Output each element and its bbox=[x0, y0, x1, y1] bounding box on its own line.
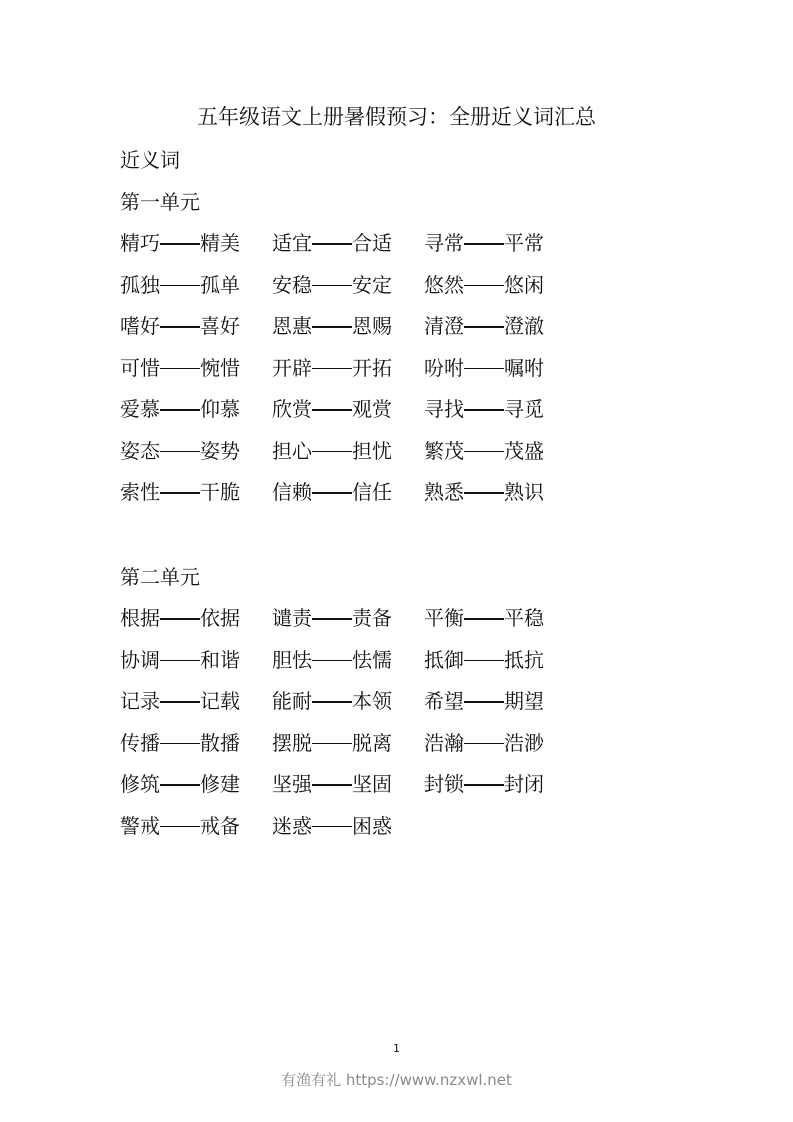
synonym-pair bbox=[272, 646, 424, 674]
dash-separator bbox=[160, 285, 200, 287]
synonym-pair bbox=[424, 604, 576, 632]
synonym-word: 戒备 bbox=[200, 813, 240, 838]
synonym-word: 悠闲 bbox=[504, 272, 544, 297]
dash-separator bbox=[160, 492, 200, 494]
dash-separator bbox=[312, 451, 352, 453]
synonym-word: 仰慕 bbox=[200, 397, 240, 421]
synonym-word: 惋惜 bbox=[200, 355, 240, 380]
dash-separator bbox=[312, 701, 352, 703]
dash-separator bbox=[464, 409, 504, 411]
dash-separator bbox=[312, 743, 352, 745]
dash-separator bbox=[312, 492, 352, 494]
synonym-word: 担忧 bbox=[352, 438, 392, 463]
synonym-word: 浩渺 bbox=[504, 730, 544, 755]
synonym-row bbox=[120, 437, 576, 479]
synonym-word: 开拓 bbox=[352, 355, 392, 380]
word: 安稳 bbox=[272, 272, 312, 297]
synonym-pair bbox=[424, 729, 576, 757]
word: 谴责 bbox=[272, 606, 312, 630]
word: 爱慕 bbox=[120, 397, 160, 421]
dash-separator bbox=[160, 451, 200, 453]
synonym-list bbox=[120, 604, 576, 853]
synonym-word: 喜好 bbox=[200, 314, 240, 338]
synonym-list bbox=[120, 229, 576, 520]
synonym-row bbox=[120, 229, 576, 271]
word: 清澄 bbox=[424, 314, 464, 338]
dash-separator bbox=[464, 492, 504, 494]
synonym-row bbox=[120, 729, 576, 771]
synonym-row bbox=[120, 604, 576, 646]
synonym-word: 平稳 bbox=[504, 606, 544, 630]
synonym-pair bbox=[120, 604, 272, 632]
synonym-pair bbox=[120, 395, 272, 423]
synonym-word: 责备 bbox=[352, 606, 392, 630]
dash-separator bbox=[160, 326, 200, 328]
synonym-pair bbox=[424, 770, 576, 798]
synonym-pair bbox=[272, 312, 424, 340]
dash-separator bbox=[312, 243, 352, 245]
word: 迷惑 bbox=[272, 813, 312, 838]
synonym-row bbox=[120, 271, 576, 313]
synonym-word: 安定 bbox=[352, 272, 392, 297]
word: 担心 bbox=[272, 438, 312, 463]
page-title: 五年级语文上册暑假预习：全册近义词汇总 bbox=[197, 105, 596, 129]
dash-separator bbox=[160, 368, 200, 370]
synonym-word: 怯懦 bbox=[352, 647, 392, 672]
synonym-word: 抵抗 bbox=[504, 647, 544, 672]
dash-separator bbox=[464, 784, 504, 786]
synonym-row bbox=[120, 770, 576, 812]
synonym-pair bbox=[120, 812, 272, 840]
word: 精巧 bbox=[120, 231, 160, 255]
synonym-word: 修建 bbox=[200, 772, 240, 796]
unit-1 bbox=[120, 188, 576, 520]
word: 恩惠 bbox=[272, 314, 312, 338]
synonym-pair bbox=[424, 271, 576, 299]
dash-separator bbox=[312, 409, 352, 411]
synonym-pair bbox=[120, 354, 272, 382]
synonym-word: 坚固 bbox=[352, 772, 392, 796]
dash-separator bbox=[160, 826, 200, 828]
synonym-row bbox=[120, 478, 576, 520]
synonym-word: 姿势 bbox=[200, 438, 240, 463]
dash-separator bbox=[312, 660, 352, 662]
synonym-word: 平常 bbox=[504, 231, 544, 255]
word: 信赖 bbox=[272, 480, 312, 504]
synonym-row bbox=[120, 812, 576, 854]
synonym-word: 恩赐 bbox=[352, 314, 392, 338]
dash-separator bbox=[312, 826, 352, 828]
synonym-pair bbox=[272, 604, 424, 632]
word: 孤独 bbox=[120, 272, 160, 297]
synonym-word: 干脆 bbox=[200, 480, 240, 504]
synonym-pair bbox=[272, 729, 424, 757]
synonym-row bbox=[120, 354, 576, 396]
synonym-row bbox=[120, 687, 576, 729]
word: 摆脱 bbox=[272, 730, 312, 755]
synonym-pair bbox=[120, 770, 272, 798]
dash-separator bbox=[160, 660, 200, 662]
synonym-pair bbox=[272, 687, 424, 715]
word: 记录 bbox=[120, 689, 160, 713]
dash-separator bbox=[464, 743, 504, 745]
dash-separator bbox=[312, 368, 352, 370]
synonym-word: 脱离 bbox=[352, 730, 392, 755]
word: 浩瀚 bbox=[424, 730, 464, 755]
synonym-pair bbox=[424, 687, 576, 715]
synonym-row bbox=[120, 646, 576, 688]
synonym-pair bbox=[424, 312, 576, 340]
synonym-pair bbox=[120, 229, 272, 257]
synonym-row bbox=[120, 395, 576, 437]
synonym-pair bbox=[272, 812, 424, 840]
synonym-pair bbox=[424, 478, 576, 506]
synonym-word: 熟识 bbox=[504, 480, 544, 504]
synonym-pair bbox=[120, 646, 272, 674]
dash-separator bbox=[464, 285, 504, 287]
word: 繁茂 bbox=[424, 438, 464, 463]
synonym-pair bbox=[120, 437, 272, 465]
dash-separator bbox=[312, 285, 352, 287]
synonym-pair bbox=[272, 478, 424, 506]
unit-heading: 第二单元 bbox=[120, 565, 200, 589]
word: 胆怯 bbox=[272, 647, 312, 672]
dash-separator bbox=[312, 784, 352, 786]
synonym-word: 依据 bbox=[200, 606, 240, 630]
word: 寻常 bbox=[424, 231, 464, 255]
word: 封锁 bbox=[424, 772, 464, 796]
dash-separator bbox=[464, 368, 504, 370]
dash-separator bbox=[160, 701, 200, 703]
dash-separator bbox=[464, 243, 504, 245]
dash-separator bbox=[160, 409, 200, 411]
dash-separator bbox=[464, 618, 504, 620]
synonym-row bbox=[120, 312, 576, 354]
synonym-word: 观赏 bbox=[352, 397, 392, 421]
section-label: 近义词 bbox=[120, 148, 180, 172]
footer-watermark: 有渔有礼 https://www.nzxwl.net bbox=[281, 1071, 512, 1089]
word: 可惜 bbox=[120, 355, 160, 380]
synonym-pair bbox=[272, 229, 424, 257]
synonym-pair bbox=[272, 271, 424, 299]
synonym-word: 信任 bbox=[352, 480, 392, 504]
synonym-word: 期望 bbox=[504, 689, 544, 713]
synonym-word: 孤单 bbox=[200, 272, 240, 297]
synonym-pair bbox=[272, 354, 424, 382]
word: 希望 bbox=[424, 689, 464, 713]
unit-2 bbox=[120, 563, 576, 853]
dash-separator bbox=[464, 451, 504, 453]
synonym-pair bbox=[120, 312, 272, 340]
synonym-pair bbox=[120, 729, 272, 757]
synonym-word: 澄澈 bbox=[504, 314, 544, 338]
synonym-word: 寻觅 bbox=[504, 397, 544, 421]
word: 嗜好 bbox=[120, 314, 160, 338]
word: 能耐 bbox=[272, 689, 312, 713]
synonym-pair bbox=[424, 437, 576, 465]
dash-separator bbox=[160, 743, 200, 745]
synonym-word: 嘱咐 bbox=[504, 355, 544, 380]
synonym-pair bbox=[272, 395, 424, 423]
synonym-pair bbox=[120, 271, 272, 299]
word: 索性 bbox=[120, 480, 160, 504]
synonym-word: 记载 bbox=[200, 689, 240, 713]
synonym-word: 茂盛 bbox=[504, 438, 544, 463]
dash-separator bbox=[464, 660, 504, 662]
word: 熟悉 bbox=[424, 480, 464, 504]
dash-separator bbox=[160, 784, 200, 786]
page-number: 1 bbox=[393, 1042, 400, 1055]
word: 寻找 bbox=[424, 397, 464, 421]
synonym-pair bbox=[424, 229, 576, 257]
synonym-pair bbox=[120, 687, 272, 715]
dash-separator bbox=[464, 326, 504, 328]
word: 协调 bbox=[120, 647, 160, 672]
synonym-word: 合适 bbox=[352, 231, 392, 255]
synonym-word: 本领 bbox=[352, 689, 392, 713]
synonym-word: 和谐 bbox=[200, 647, 240, 672]
word: 抵御 bbox=[424, 647, 464, 672]
word: 悠然 bbox=[424, 272, 464, 297]
dash-separator bbox=[312, 618, 352, 620]
dash-separator bbox=[160, 243, 200, 245]
synonym-pair bbox=[424, 395, 576, 423]
synonym-pair bbox=[272, 770, 424, 798]
word: 根据 bbox=[120, 606, 160, 630]
dash-separator bbox=[160, 618, 200, 620]
synonym-word: 散播 bbox=[200, 730, 240, 755]
word: 开辟 bbox=[272, 355, 312, 380]
synonym-pair bbox=[424, 354, 576, 382]
word: 坚强 bbox=[272, 772, 312, 796]
word: 欣赏 bbox=[272, 397, 312, 421]
synonym-word: 困惑 bbox=[352, 813, 392, 838]
synonym-word: 精美 bbox=[200, 231, 240, 255]
synonym-pair bbox=[424, 646, 576, 674]
synonym-pair bbox=[272, 437, 424, 465]
synonym-pair bbox=[120, 478, 272, 506]
word: 警戒 bbox=[120, 813, 160, 838]
word: 平衡 bbox=[424, 606, 464, 630]
dash-separator bbox=[312, 326, 352, 328]
word: 吩咐 bbox=[424, 355, 464, 380]
word: 修筑 bbox=[120, 772, 160, 796]
dash-separator bbox=[464, 701, 504, 703]
word: 适宜 bbox=[272, 231, 312, 255]
synonym-word: 封闭 bbox=[504, 772, 544, 796]
word: 传播 bbox=[120, 730, 160, 755]
unit-heading: 第一单元 bbox=[120, 190, 200, 214]
word: 姿态 bbox=[120, 438, 160, 463]
